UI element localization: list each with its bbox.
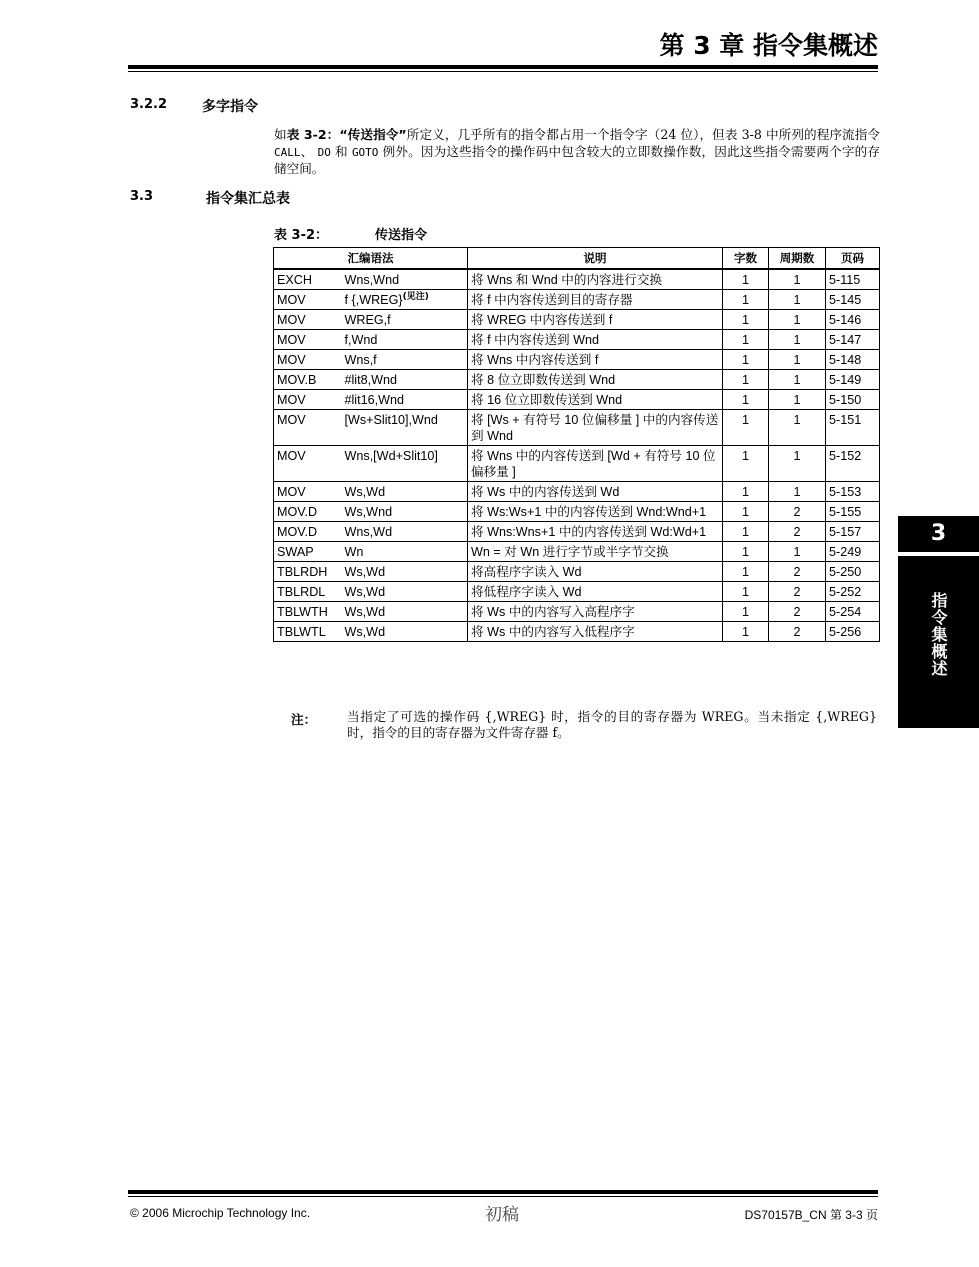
note-text: 当指定了可选的操作码 {,WREG} 时，指令的目的寄存器为 WREG。当未指定 {,WREG} 时，指令的目的寄存器为文件寄存器 f。: [347, 709, 877, 740]
table-row: [274, 330, 880, 350]
cell-mnemonic: MOV: [274, 290, 342, 310]
table-row: [274, 522, 880, 542]
cell-operands: Ws,Wd: [342, 582, 468, 602]
header-cycles: 周期数: [769, 248, 826, 270]
cell-cycles: 1: [769, 410, 826, 446]
cell-operands: Ws,Wnd: [342, 502, 468, 522]
cell-words: 1: [723, 522, 769, 542]
para-text-3: 、: [300, 143, 318, 159]
cell-operands: Ws,Wd: [342, 622, 468, 642]
cell-words: 1: [723, 582, 769, 602]
cell-mnemonic: TBLWTL: [274, 622, 342, 642]
cell-description: 将 Ws 中的内容写入低程序字: [468, 622, 723, 642]
section-title-322: 多字指令: [202, 99, 258, 115]
footer-copyright: © 2006 Microchip Technology Inc.: [130, 1206, 311, 1220]
cell-page: 5-150: [826, 390, 880, 410]
cell-mnemonic: MOV.D: [274, 502, 342, 522]
cell-page: 5-252: [826, 582, 880, 602]
cell-page: 5-147: [826, 330, 880, 350]
footer-draft-label: 初稿: [485, 1205, 519, 1225]
cell-operands: Wns,Wnd: [342, 269, 468, 290]
cell-cycles: 1: [769, 330, 826, 350]
cell-page: 5-149: [826, 370, 880, 390]
cell-page: 5-151: [826, 410, 880, 446]
cell-operands: #lit8,Wnd: [342, 370, 468, 390]
cell-description: Wn = 对 Wn 进行字节或半字节交换: [468, 542, 723, 562]
cell-cycles: 2: [769, 562, 826, 582]
note-label: 注：: [291, 712, 317, 727]
table-row: [274, 390, 880, 410]
cell-mnemonic: MOV: [274, 390, 342, 410]
cell-description: 将 Ws 中的内容传送到 Wd: [468, 482, 723, 502]
cell-cycles: 1: [769, 446, 826, 482]
cell-operands: WREG,f: [342, 310, 468, 330]
cell-words: 1: [723, 350, 769, 370]
cell-cycles: 2: [769, 522, 826, 542]
header-description: 说明: [468, 248, 723, 270]
section-title-33: 指令集汇总表: [206, 191, 290, 207]
cell-mnemonic: TBLRDH: [274, 562, 342, 582]
header-words: 字数: [723, 248, 769, 270]
cell-words: 1: [723, 370, 769, 390]
cell-page: 5-256: [826, 622, 880, 642]
cell-page: 5-249: [826, 542, 880, 562]
operands-text: f {,WREG}: [344, 293, 403, 307]
cell-cycles: 2: [769, 582, 826, 602]
cell-words: 1: [723, 410, 769, 446]
cell-words: 1: [723, 622, 769, 642]
cell-page: 5-148: [826, 350, 880, 370]
cell-description: 将 8 位立即数传送到 Wnd: [468, 370, 723, 390]
section-paragraph: [274, 127, 880, 178]
header-rule: [128, 65, 878, 69]
table-row: [274, 370, 880, 390]
cell-cycles: 2: [769, 502, 826, 522]
cell-description: 将 Wns 中内容传送到 f: [468, 350, 723, 370]
footer-doc-id: DS70157B_CN 第 3-3 页: [744, 1208, 878, 1222]
table-reference-link[interactable]: 表 3-2：“传送指令”: [286, 127, 407, 142]
cell-description: 将 16 位立即数传送到 Wnd: [468, 390, 723, 410]
cell-operands: f,Wnd: [342, 330, 468, 350]
cell-page: 5-145: [826, 290, 880, 310]
chapter-tab: [898, 556, 979, 728]
cell-words: 1: [723, 390, 769, 410]
cell-cycles: 1: [769, 310, 826, 330]
cell-cycles: 1: [769, 482, 826, 502]
cell-cycles: 1: [769, 390, 826, 410]
header-syntax: 汇编语法: [274, 248, 468, 270]
cell-mnemonic: SWAP: [274, 542, 342, 562]
cell-description: 将 [Ws + 有符号 10 位偏移量 ] 中的内容传送到 Wnd: [468, 410, 723, 446]
table-row: [274, 350, 880, 370]
cell-operands: Wns,f: [342, 350, 468, 370]
table-header-row: [274, 248, 880, 270]
cell-words: 1: [723, 330, 769, 350]
cell-page: 5-250: [826, 562, 880, 582]
cell-cycles: 1: [769, 370, 826, 390]
table-row: [274, 602, 880, 622]
cell-mnemonic: MOV: [274, 330, 342, 350]
cell-description: 将低程序字读入 Wd: [468, 582, 723, 602]
cell-words: 1: [723, 502, 769, 522]
table-caption-number: 表 3-2：: [274, 228, 329, 243]
table-row: [274, 410, 880, 446]
cell-page: 5-115: [826, 269, 880, 290]
table-caption-title: 传送指令: [375, 228, 428, 243]
cell-cycles: 1: [769, 269, 826, 290]
section-number-33: 3.3: [130, 189, 154, 204]
cell-mnemonic: MOV.D: [274, 522, 342, 542]
para-text-2: 所定义，几乎所有的指令都占用一个指令字（24 位），但表 3-8 中所列的程序流指令: [406, 127, 881, 142]
cell-mnemonic: MOV: [274, 350, 342, 370]
see-note-superscript: (见注): [402, 291, 429, 302]
cell-description: 将 Wns 中的内容传送到 [Wd + 有符号 10 位偏移量 ]: [468, 446, 723, 482]
code-do: DO: [317, 145, 331, 159]
cell-description: 将 Ws 中的内容写入高程序字: [468, 602, 723, 622]
cell-words: 1: [723, 542, 769, 562]
code-goto: GOTO: [351, 145, 379, 159]
cell-words: 1: [723, 562, 769, 582]
cell-cycles: 1: [769, 290, 826, 310]
cell-words: 1: [723, 290, 769, 310]
cell-words: 1: [723, 446, 769, 482]
cell-mnemonic: TBLRDL: [274, 582, 342, 602]
cell-description: 将 f 中内容传送到目的寄存器: [468, 290, 723, 310]
table-row: [274, 562, 880, 582]
cell-description: 将 Ws:Ws+1 中的内容传送到 Wnd:Wnd+1: [468, 502, 723, 522]
cell-description: 将高程序字读入 Wd: [468, 562, 723, 582]
header-page: 页码: [826, 248, 880, 270]
table-row: [274, 622, 880, 642]
cell-cycles: 1: [769, 542, 826, 562]
cell-operands: Ws,Wd: [342, 562, 468, 582]
cell-operands: Wns,[Wd+Slit10]: [342, 446, 468, 482]
table-row: [274, 269, 880, 290]
cell-words: 1: [723, 269, 769, 290]
para-text-4: 和: [330, 143, 352, 159]
cell-mnemonic: MOV: [274, 482, 342, 502]
cell-words: 1: [723, 602, 769, 622]
cell-mnemonic: MOV: [274, 310, 342, 330]
chapter-title: 第 3 章 指令集概述: [659, 31, 878, 60]
table-row: [274, 542, 880, 562]
table-row: [274, 290, 880, 310]
cell-operands: Wns,Wd: [342, 522, 468, 542]
table-row: [274, 502, 880, 522]
header-rule-thin: [128, 71, 878, 72]
cell-mnemonic: TBLWTH: [274, 602, 342, 622]
cell-words: 1: [723, 482, 769, 502]
para-text-5: 例外。因为这些指令的操作码中包含较大的立即数操作数，因此这些指令需要两个字的存储空间。: [274, 143, 880, 176]
footer-rule-thin: [128, 1196, 878, 1197]
chapter-tab-label: 指令集概述: [929, 592, 948, 677]
table-row: [274, 582, 880, 602]
cell-operands: [342, 290, 468, 310]
cell-page: 5-152: [826, 446, 880, 482]
cell-description: 将 f 中内容传送到 Wnd: [468, 330, 723, 350]
cell-description: 将 WREG 中内容传送到 f: [468, 310, 723, 330]
footer-rule: [128, 1190, 878, 1194]
instruction-table: [273, 247, 880, 642]
cell-operands: #lit16,Wnd: [342, 390, 468, 410]
cell-operands: [Ws+Slit10],Wnd: [342, 410, 468, 446]
cell-mnemonic: EXCH: [274, 269, 342, 290]
cell-mnemonic: MOV: [274, 446, 342, 482]
cell-mnemonic: MOV.B: [274, 370, 342, 390]
chapter-tab-number: 3: [898, 516, 979, 552]
cell-cycles: 2: [769, 622, 826, 642]
table-row: [274, 482, 880, 502]
cell-page: 5-146: [826, 310, 880, 330]
table-row: [274, 446, 880, 482]
section-number-322: 3.2.2: [130, 97, 168, 112]
cell-page: 5-155: [826, 502, 880, 522]
cell-operands: Wn: [342, 542, 468, 562]
cell-operands: Ws,Wd: [342, 602, 468, 622]
para-text-1: 如: [274, 127, 287, 142]
cell-operands: Ws,Wd: [342, 482, 468, 502]
cell-words: 1: [723, 310, 769, 330]
cell-page: 5-153: [826, 482, 880, 502]
code-call: CALL: [274, 145, 301, 159]
cell-cycles: 1: [769, 350, 826, 370]
cell-description: 将 Wns:Wns+1 中的内容传送到 Wd:Wd+1: [468, 522, 723, 542]
cell-page: 5-254: [826, 602, 880, 622]
table-row: [274, 310, 880, 330]
cell-description: 将 Wns 和 Wnd 中的内容进行交换: [468, 269, 723, 290]
cell-mnemonic: MOV: [274, 410, 342, 446]
cell-cycles: 2: [769, 602, 826, 622]
cell-page: 5-157: [826, 522, 880, 542]
